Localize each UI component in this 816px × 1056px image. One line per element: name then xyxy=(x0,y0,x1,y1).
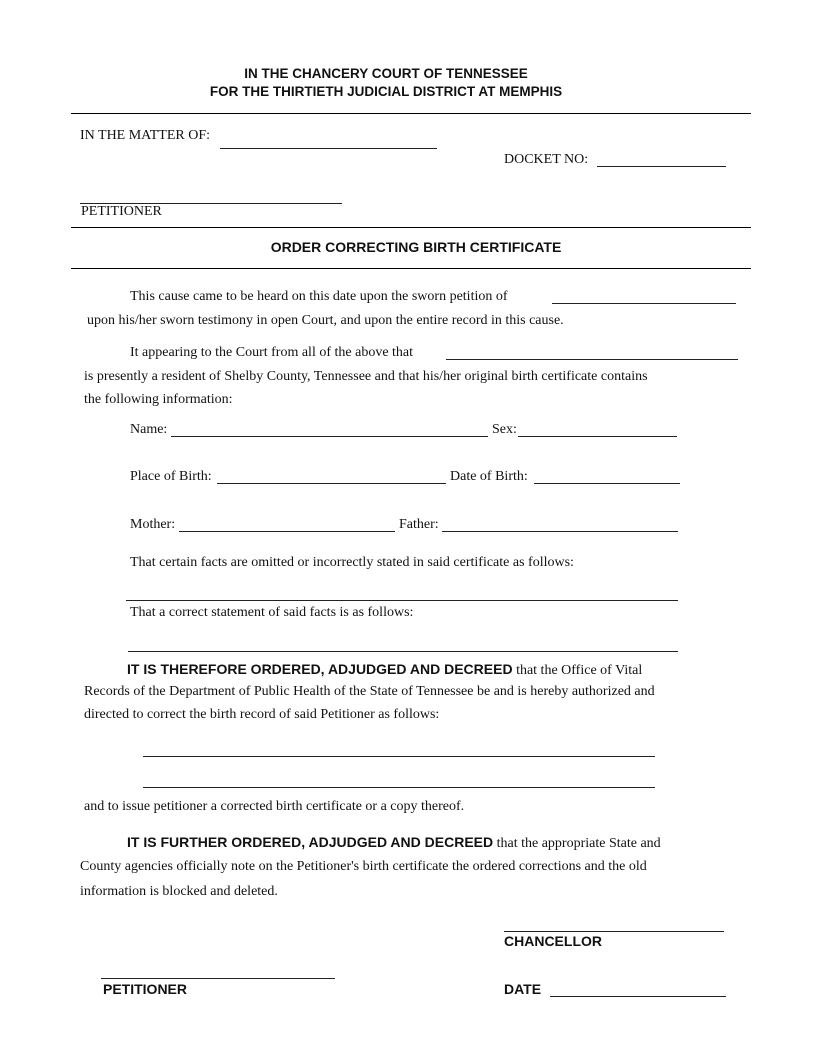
petition-text: This cause came to be heard on this date upon the sworn petition of xyxy=(130,289,508,304)
place-of-birth-label: Place of Birth: xyxy=(130,469,212,484)
correct-record-text: directed to correct the birth record of said Petitioner as follows: xyxy=(84,707,440,722)
docket-no-label: DOCKET NO: xyxy=(504,152,589,167)
resident-name-field[interactable] xyxy=(446,359,738,360)
name-field[interactable] xyxy=(171,436,488,437)
divider xyxy=(71,113,751,114)
chancellor-label: CHANCELLOR xyxy=(504,933,602,949)
district-heading: FOR THE THIRTIETH JUDICIAL DISTRICT AT MEMPHIS xyxy=(209,84,563,99)
date-field[interactable] xyxy=(550,996,726,997)
petitioner-of-field[interactable] xyxy=(552,303,736,304)
following-info-text: the following information: xyxy=(84,392,233,407)
date-of-birth-field[interactable] xyxy=(534,483,680,484)
name-label: Name: xyxy=(130,422,168,437)
petitioner-caption-label: PETITIONER xyxy=(81,204,162,219)
court-heading: IN THE CHANCERY COURT OF TENNESSEE xyxy=(244,66,528,81)
docket-no-field[interactable] xyxy=(597,166,726,167)
mother-field[interactable] xyxy=(179,531,395,532)
issue-certificate-text: and to issue petitioner a corrected birth certificate or a copy thereof. xyxy=(84,799,465,814)
facts-correct-field[interactable] xyxy=(128,651,678,652)
date-of-birth-label: Date of Birth: xyxy=(450,469,528,484)
facts-omitted-field[interactable] xyxy=(126,600,678,601)
testimony-text: upon his/her sworn testimony in open Court, and upon the entire record in this cause. xyxy=(87,313,564,328)
blocked-deleted-text: information is blocked and deleted. xyxy=(80,884,278,899)
in-matter-of-label: IN THE MATTER OF: xyxy=(80,128,211,143)
matter-of-field[interactable] xyxy=(220,148,437,149)
correction-field-1[interactable] xyxy=(143,756,655,757)
petitioner-signature-field[interactable] xyxy=(101,978,335,979)
therefore-ordered-lead: IT IS THEREFORE ORDERED, ADJUDGED AND DECREED xyxy=(127,661,513,677)
sex-label: Sex: xyxy=(492,422,517,437)
vital-records-text: Records of the Department of Public Health of the State of Tennessee be and is hereby authorized and xyxy=(84,684,655,699)
petitioner-signature-label: PETITIONER xyxy=(103,981,188,997)
father-label: Father: xyxy=(399,517,439,532)
appearing-text: It appearing to the Court from all of the above that xyxy=(130,345,414,360)
father-field[interactable] xyxy=(442,531,678,532)
mother-label: Mother: xyxy=(130,517,176,532)
order-title: ORDER CORRECTING BIRTH CERTIFICATE xyxy=(270,239,562,255)
facts-correct-text: That a correct statement of said facts is as follows: xyxy=(130,605,414,620)
therefore-ordered-rest: that the Office of Vital xyxy=(512,663,643,678)
date-label: DATE xyxy=(504,981,542,997)
correction-field-2[interactable] xyxy=(143,787,655,788)
chancellor-signature-field[interactable] xyxy=(504,931,724,932)
divider xyxy=(71,268,751,269)
county-agencies-text: County agencies officially note on the Petitioner's birth certificate the ordered corrections and the old xyxy=(80,859,647,874)
further-ordered-rest: that the appropriate State and xyxy=(493,836,661,851)
divider xyxy=(71,227,751,228)
place-of-birth-field[interactable] xyxy=(217,483,446,484)
sex-field[interactable] xyxy=(518,436,677,437)
resident-text: is presently a resident of Shelby County, Tennessee and that his/her original birth certificate contains xyxy=(84,369,648,384)
further-ordered-line xyxy=(127,834,661,852)
therefore-ordered-line xyxy=(127,661,642,679)
facts-omitted-text: That certain facts are omitted or incorrectly stated in said certificate as follows: xyxy=(130,555,574,570)
further-ordered-lead: IT IS FURTHER ORDERED, ADJUDGED AND DECREED xyxy=(127,834,494,850)
